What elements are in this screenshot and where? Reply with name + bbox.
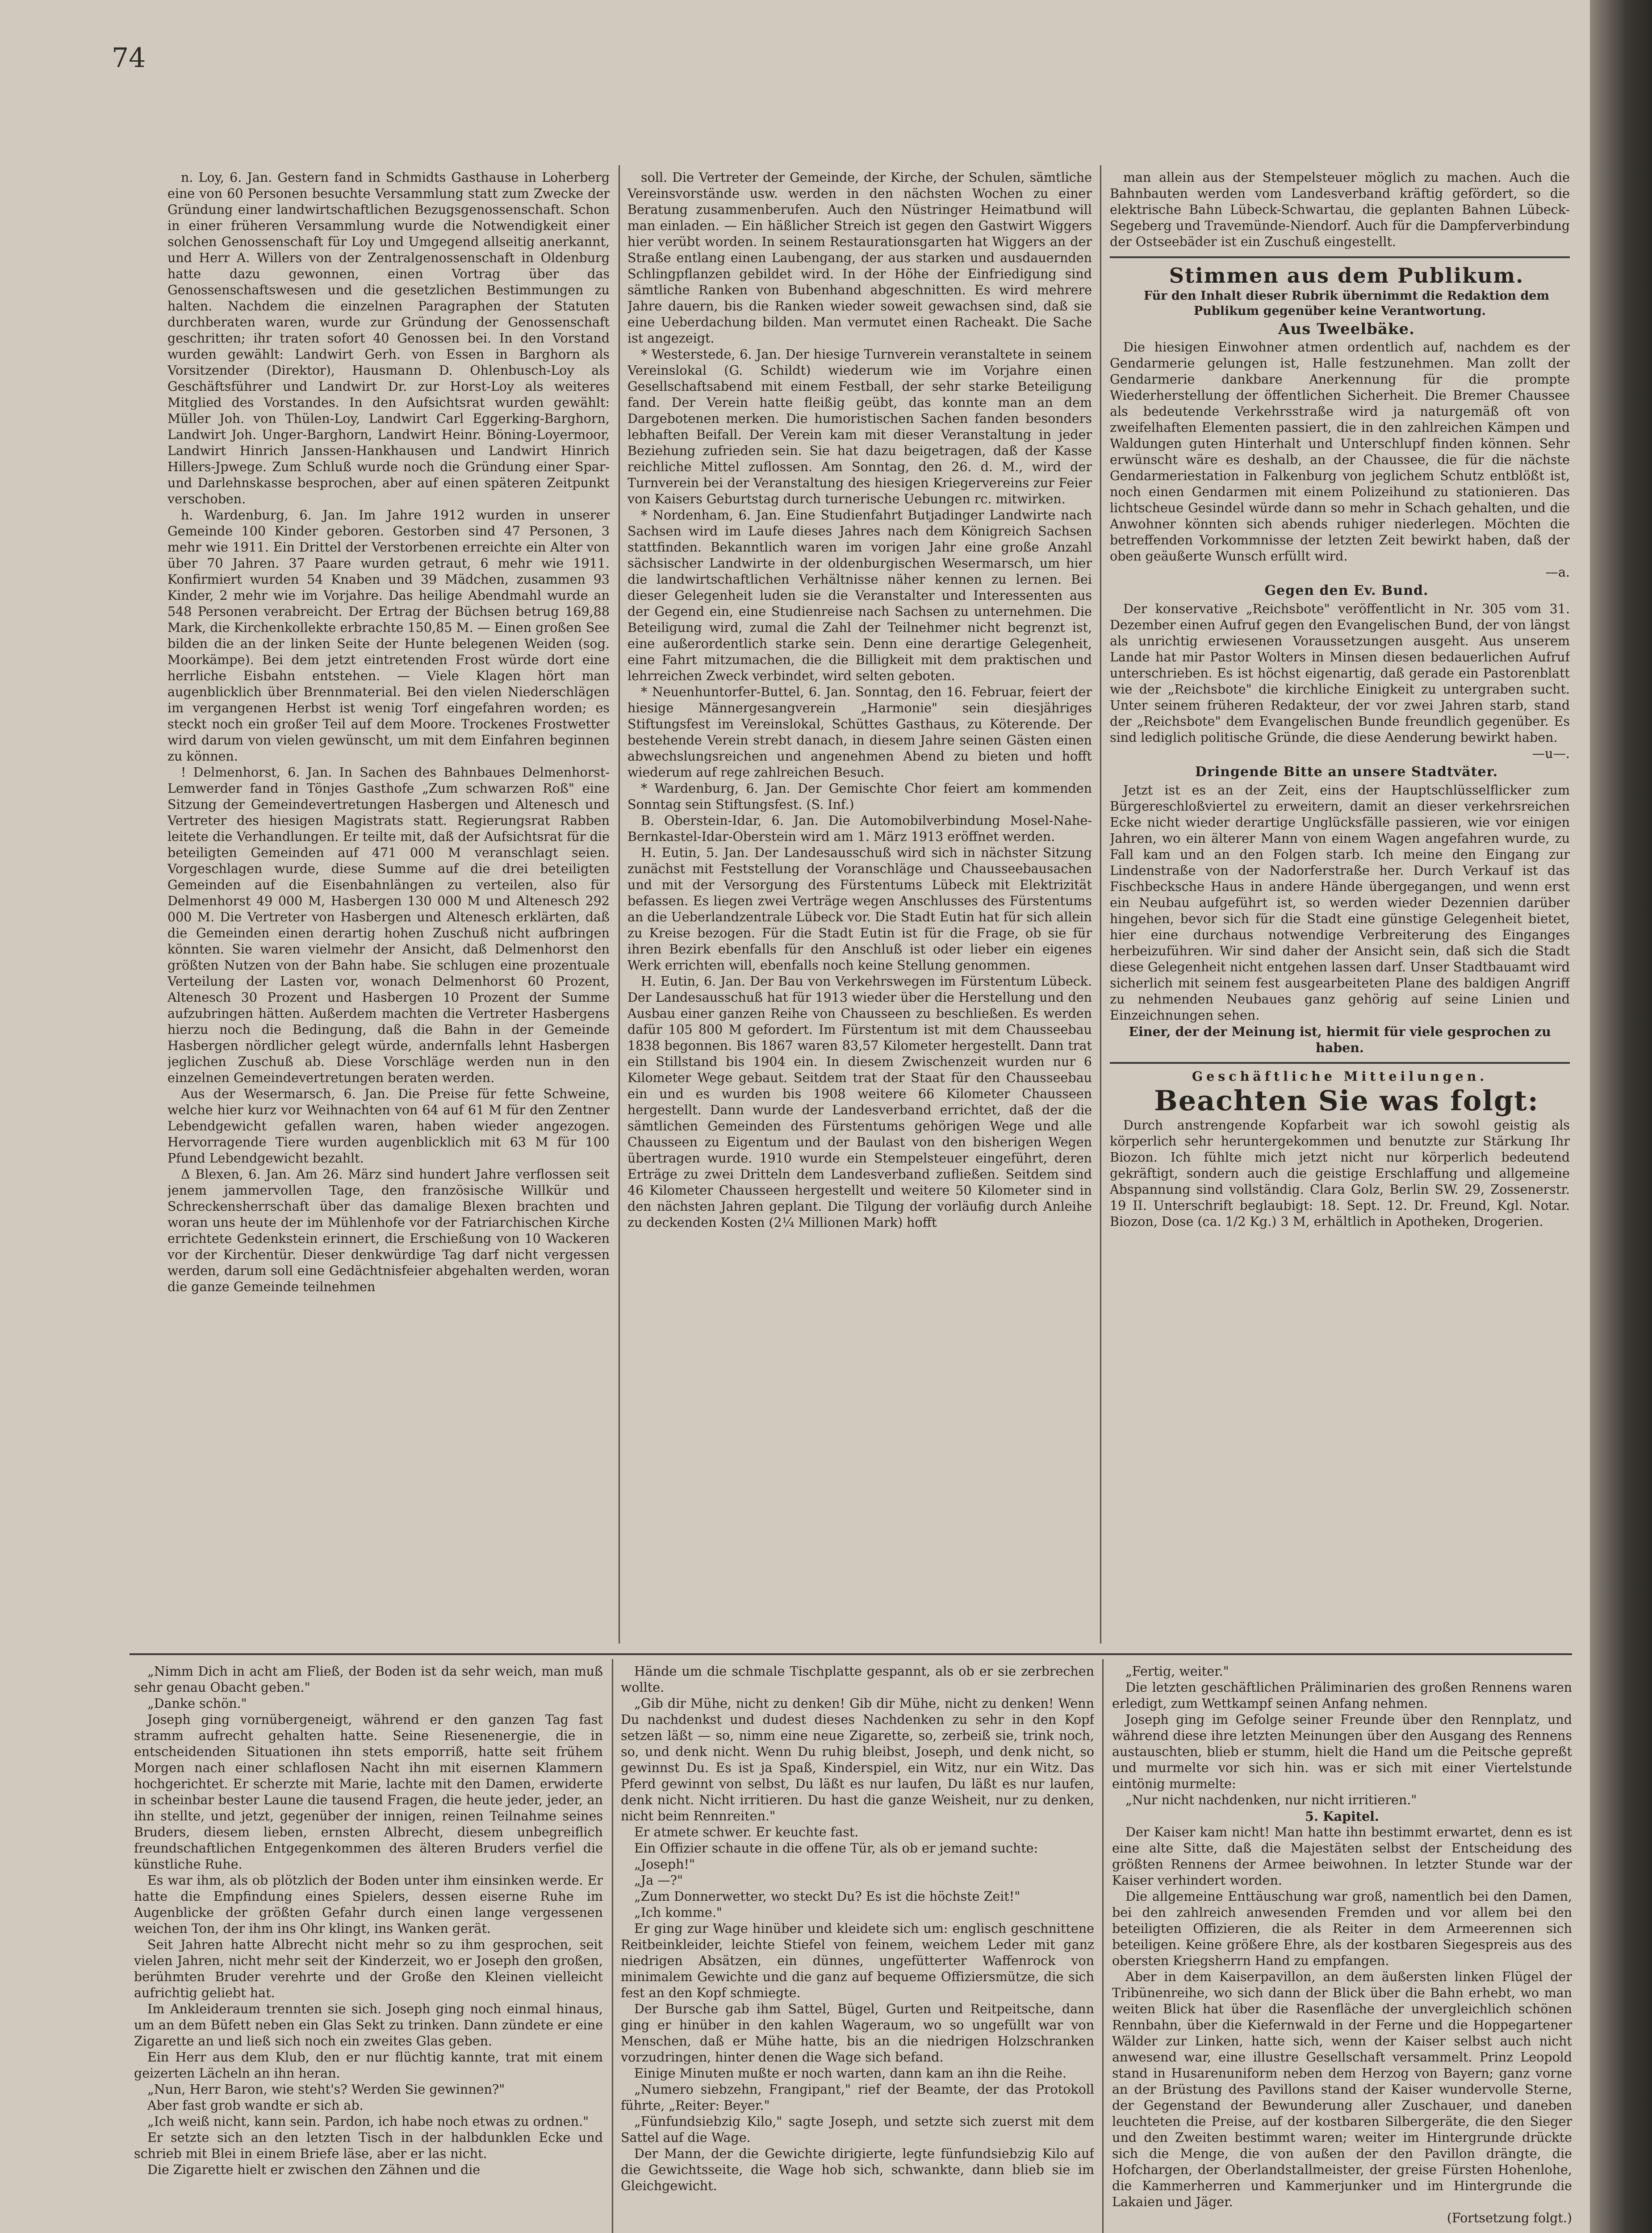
story-paragraph: Im Ankleideraum trennten sie sich. Joseph ging noch einmal hinaus, um an dem Büfett neben ein Glas Sekt zu trinken. Dann zündete er eine Zigarette an und ließ sich noch ein zweites Glas geben. [134,2002,603,2049]
story-paragraph: „Joseph!" [634,1857,695,1872]
story-paragraph: „Fünfundsiebzig Kilo," sagte Joseph, und setzte sich zuerst mit dem Sattel auf die Wage. [621,2114,1094,2145]
ad-divider [1110,1062,1570,1064]
story-paragraph: Es war ihm, als ob plötzlich der Boden unter ihm einsinken werde. Er hatte die Empfindung eines Spielers, dessen eiserne Ruhe im Augenblicke der größten Gefahr durch einen lange vergessenen weichen Ton, der ihm ins Ohr klingt, ins Wanken gerät. [134,1873,603,1936]
article-oberstein: B. Oberstein-Idar, 6. Jan. Die Automobilverbindung Mosel-Nahe-Bernkastel-Idar-Oberstein wird am 1. März 1913 eröffnet werden. [627,813,1092,844]
continuation-note: (Fortsetzung folgt.) [1447,2211,1572,2225]
column-rule-1 [619,165,620,1643]
story-paragraph: „Zum Donnerwetter, wo steckt Du? Es ist die höchste Zeit!" [634,1889,1020,1904]
story-paragraph: „Nun, Herr Baron, wie steht's? Werden Sie gewinnen?" [147,2082,505,2097]
story-paragraph: Der Kaiser kam nicht! Man hatte ihn bestimmt erwartet, denn es ist eine alte Sitte, daß die Majestäten selbst der Entscheidung des größten Rennens der Armee beiwohnen. In letzter Stunde war der Kaiser verhindert worden. [1112,1825,1572,1888]
story-paragraph: Aber in dem Kaiserpavillon, an dem äußersten linken Flügel der Tribünenreihe, wo sich dann der Blick über die Bahn erhebt, wo man weiten Blick hat über die Rasenfläche der unvergleichlich schönen Rennbahn, über die Kiefernwald in der Ferne und die Hoppegartener Wälder zur Linken, hatte sich, wenn der Kaiser selbst auch nicht anwesend war, eine illustre Gesellschaft versammelt. Prinz Leopold stand in Husarenuniform neben dem Herzog von Bayern; ganz vorne an der Brüstung des Pavillons stand der Kaiser wundervolle Sterne, der Gegenstand der Bewunderung aller Zuschauer, und daneben leuchteten die Preise, auf der kostbaren Silbergeräte, die den Sieger und den Zweiten bestimmt waren; weiter im Hintergrunde drückte sich die Menge, die von außen der den Pavillon drängte, die Hofchargen, der Oberlandstallmeister, der greise Fürsten Hohenlohe, die Kammerherren und Kammerjunker und im Hintergrunde die Lakaien und Jäger. [1112,1970,1572,2209]
feuilleton-column-1 [134,1664,603,2233]
column-rule-2 [1100,165,1101,1643]
story-paragraph: Ein Herr aus dem Klub, den er nur flüchtig kannte, trat mit einem geizerten Lächeln an ihn heran. [134,2050,603,2081]
feuilleton-rule [130,1653,1572,1655]
story-paragraph: Der Bursche gab ihm Sattel, Bügel, Gurten und Reitpeitsche, dann ging er hinüber in den kahlen Wageraum, wo so ungefüllt war von Menschen, daß er Mühe hatte, bis an die niedrigen Holzschranken vorzudringen, hinter denen die Wage sich befand. [621,2002,1094,2065]
evbund-signature: —u—. [1532,746,1570,761]
story-paragraph: „Nur nicht nachdenken, nur nicht irritieren." [1125,1793,1417,1807]
article-wardenburg: h. Wardenburg, 6. Jan. Im Jahre 1912 wurden in unserer Gemeinde 100 Kinder geboren. Gestorben sind 47 Personen, 3 mehr wie 1911. Ein Drittel der Verstorbenen erreichte ein Alter von über 70 Jahren. 37 Paare wurden getraut, 6 mehr wie 1911. Konfirmiert wurden 54 Knaben und 39 Mädchen, zusammen 93 Kinder, 2 mehr wie im Vorjahre. Das heilige Abendmahl wurde an 548 Personen verabreicht. Der Ertrag der Büchsen betrug 169,88 Mark, die Kirchenkollekte erbrachte 150,85 M. — Einen großen See bilden die an der linken Seite der Hunte belegenen Weiden (sog. Moorkämpe). Bei dem jetzt eintretenden Frost würde dort eine herrliche Eisbahn entstehen. — Viele Klagen hört man augenblicklich über Brennmaterial. Bei den vielen Niederschlägen im vergangenen Herbst ist wenig Torf eingefahren worden; es steckt noch ein großer Teil auf dem Moore. Trockenes Frostwetter wird darum von vielen gewünscht, um mit dem Einfahren beginnen zu können. [167,508,610,764]
story-paragraph: „Ich komme." [634,1905,722,1920]
page-number: 74 [112,42,146,74]
feuilleton-column-2 [621,1664,1094,2233]
article-delmenhorst: ! Delmenhorst, 6. Jan. In Sachen des Bahnbaues Delmenhorst-Lemwerder fand in Tönjes Gasthofe „Zum schwarzen Roß" eine Sitzung der Gemeindevertretungen Hasbergen und Altenesch und Vertreter des hiesigen Magistrats statt. Regierungsrat Rabben leitete die Verhandlungen. Er teilte mit, daß der Aufsichtsrat für die beteiligten Gemeinden auf 471 000 M veranschlagt seien. Vorgeschlagen wurde, diese Summe auf die drei beteiligten Gemeinden auf die Eisenbahnlängen zu verteilen, also für Delmenhorst 49 000 M, Hasbergen 130 000 M und Altenesch 292 000 M. Die Vertreter von Hasbergen und Altenesch erklärten, daß die Gemeinden einen derartig hohen Zuschuß nicht aufbringen könnten. Sie waren vielmehr der Ansicht, daß Delmenhorst den größten Nutzen von der Bahn habe. Sie schlugen eine prozentuale Verteilung der Lasten vor, wonach Delmenhorst 60 Prozent, Altenesch 30 Prozent und Hasbergen 10 Prozent der Summe aufzubringen hätten. Außerdem machten die Vertreter Hasbergens hierzu noch die Bedingung, daß die Bahn in der Gemeinde Hasbergen nördlicher gelegt würde, andernfalls lehnt Hasbergen jeglichen Zuschuß ab. Diese Vorschläge werden nun in den einzelnen Gemeindevertretungen beraten werden. [167,765,610,1085]
column-3 [1110,170,1570,1643]
story-paragraph: „Gib dir Mühe, nicht zu denken! Gib dir Mühe, nicht zu denken! Wenn Du nachdenkst und dudest dieses Nachdenken zu sehr in den Kopf setzen läßt — so, nimm eine neue Zigarette, so, zerbeiß sie, trink noch, so, und denk nicht. Wenn Du ruhig bleibst, Joseph, und denk nicht, so gewinnst Du. Es ist ja Spaß, Kinderspiel, ein Witz, nur ein Witz. Das Pferd gewinnt von selbst, Du läßt es nur laufen, Du läßt es nur laufen, denk nicht. Nicht irritieren. Du hast die ganze Weisheit, nur zu denken, nicht beim Rennreiten." [621,1696,1094,1823]
story-paragraph: Er atmete schwer. Er keuchte fast. [634,1825,859,1840]
evbund-text: Der konservative „Reichsbote" veröffentlicht in Nr. 305 vom 31. Dezember einen Aufruf gegen den Evangelischen Bund, der von längst als unrichtig erwiesenen Voraussetzungen ausgeht. Aus unserem Lande hat mir Pastor Wolters in Minsen diesen bedauerlichen Aufruf unterschrieben. Es ist höchst eigenartig, daß gerade ein Pastorenblatt wie der „Reichsbote" die kirchliche Einigkeit zu untergraben sucht. Unter seinem früheren Redakteur, der vor zwei Jahren starb, stand der „Reichsbote" dem Evangelischen Bunde freundlich gegenüber. Es sind lediglich politische Gründe, die diese Aenderung bewirkt haben. [1110,602,1570,745]
story-paragraph: Die letzten geschäftlichen Präliminarien des großen Rennens waren erledigt, zum Wettkampf seinen Anfang nehmen. [1112,1680,1572,1711]
feuilleton-column-3 [1112,1664,1572,2233]
feuilleton-rule-2 [1102,1659,1104,2233]
publikum-title: Stimmen aus dem Publikum. [1169,263,1524,288]
article-wardenburg-chor: * Wardenburg, 6. Jan. Der Gemischte Chor feiert am kommenden Sonntag sein Stiftungsfest. (S. Inf.) [627,781,1092,812]
article-neuenhuntorf: * Neuenhuntorfer-Buttel, 6. Jan. Sonntag, den 16. Februar, feiert der hiesige Männergesangverein „Harmonie" sein diesjähriges Stiftungsfest im Vereinslokal, Schüttes Gasthaus, zu Köterende. Der bestehende Verein strebt danach, in diesem Jahre seinen Gästen einen abwechslungsreichen und angenehmen Abend zu bieten und hofft wiederum auf rege zahlreichen Besuch. [627,685,1092,780]
story-paragraph: „Nimm Dich in acht am Fließ, der Boden ist da sehr weich, man muß sehr genau Obacht geben." [134,1664,603,1695]
article-blexen: Δ Blexen, 6. Jan. Am 26. März sind hundert Jahre verflossen seit jenem jammervollen Tage, den französische Willkür und Schreckensherrschaft über das damalige Blexen brachten und woran uns heute der im Mühlenhofe vor der Fatriarchischen Kirche errichtete Gedenkstein erinnert, die Erschießung von 10 Wackeren vor der Kirchentür. Dieser denkwürdige Tag darf nicht vergessen werden, darum soll eine Gedächtnisfeier abgehalten werden, woran die ganze Gemeinde teilnehmen [167,1167,610,1294]
stadtvaeter-text: Jetzt ist es an der Zeit, eins der Hauptschlüsselflicker zum Bürgereschloßviertel zu erweitern, damit an dieser verkehrsreichen Ecke nicht wieder derartige Unglücksfälle passieren, wie vor einigen Jahren, wo ein älterer Mann von einem Wagen angefahren wurde, zu Fall kam und an den Folgen starb. Ich meine den Eingang zur Lindenstraße von der Nadorferstraße her. Durch Verkauf ist das Fischbecksche Haus in andere Hände übergegangen, und wenn erst ein Neubau aufgeführt ist, so werden wieder Dezennien darüber hingehen, bevor sich für die Stadt eine günstige Gelegenheit bietet, hier eine durchaus notwendige Verbreiterung des Einganges herbeizuführen. Wir sind daher der Ansicht sein, daß sich die Stadt diese Gelegenheit nicht entgehen lassen darf. Unser Stadtbauamt wird sicherlich mit seinem fest ausgearbeiteten Plane des baldigen Angriff zu nehmenden Neubaues ganz gehörig auf seine Linien und Einzeichnungen sehen. [1110,783,1570,1023]
article-eutin-1: H. Eutin, 5. Jan. Der Landesausschuß wird sich in nächster Sitzung zunächst mit Feststellung der Voranschläge und Chausseebausachen und mit der Versorgung des Fürstentums Lübeck mit Elektrizität befassen. Es liegen zwei Verträge wegen Anschlusses des Fürstentums an die Ueberlandzentrale Lübeck vor. Die Stadt Eutin hat für sich allein zu Kreise bezogen. Für die Stadt Eutin ist für die Frage, ob sie für ihren Bezirk ebenfalls für den Anschluß ist oder lieber ein eigenes Werk errichten will, ebenfalls noch keine Stellung genommen. [627,845,1092,973]
story-paragraph: Ein Offizier schaute in die offene Tür, als ob er jemand suchte: [634,1841,1038,1856]
ad-title: Beachten Sie was folgt: [1154,1084,1539,1117]
story-paragraph: „Danke schön." [147,1696,247,1711]
story-paragraph: Die allgemeine Enttäuschung war groß, namentlich bei den Damen, bei den zahlreich anwesenden Fremden und vor allem bei den beteiligten Offizieren, die als Reiter in dem Armeerennen sich beteiligen. Keine größere Ehre, als der kostbaren Siegespreis aus des obersten Kriegsherrn Hand zu empfangen. [1112,1889,1572,1968]
stadtvaeter-signature: Einer, der der Meinung ist, hiermit für viele gesprochen zu haben. [1129,1024,1551,1055]
story-paragraph: „Ja —?" [634,1873,683,1888]
story-paragraph: Er ging zur Wage hinüber und kleidete sich um: englisch geschnittene Reitbeinkleider, leichte Stiefel von feinem, weichem Leder mit ganz niedrigen Absätzen, ein dünnes, ungefütterter Waffenrock von minimalem Gewichte und die ganz auf bequeme Offiziersmütze, die sich fest an den Kopf schmiegte. [621,1921,1094,2000]
tweelbaeke-heading: Aus Tweelbäke. [1278,320,1415,338]
ad-header: Geschäftliche Mitteilungen. [1192,1069,1488,1084]
story-paragraph: „Ich weiß nicht, kann sein. Pardon, ich habe noch etwas zu ordnen." [147,2114,589,2129]
story-paragraph: Die Zigarette hielt er zwischen den Zähnen und die [147,2162,481,2177]
section-divider [1110,256,1570,258]
story-paragraph: Joseph ging im Gefolge seiner Freunde über den Rennplatz, und während diese ihre letzten Meinungen über den Ausgang des Rennens austauschten, blieb er stumm, hielt die Hand um die Peitsche gepreßt und murmelte vor sich hin. was er sich mit einer Viertelstunde eintönig murmelte: [1112,1712,1572,1791]
stadtvaeter-heading: Dringende Bitte an unsere Stadtväter. [1195,764,1498,780]
article-westerstede: * Westerstede, 6. Jan. Der hiesige Turnverein veranstaltete in seinem Vereinslokal (G. Schildt) wiederum wie im Vorjahre einen Gesellschaftsabend mit einem Festball, der sehr starke Beteiligung fand. Der Verein hatte fleißig geübt, das konnte man an dem Dargebotenen merken. Die humoristischen Sachen fanden besonders lebhaften Beifall. Der Verein kam mit dieser Veranstaltung in jeder Beziehung zufrieden sein. Sie hat dazu beigetragen, daß der Kasse reichliche Mittel zuflossen. Am Sonntag, den 26. d. M., wird der Turnverein bei der Veranstaltung des hiesigen Kriegervereins zur Feier von Kaisers Geburtstag durch turnerische Uebungen rc. mitwirken. [627,347,1092,506]
tweelbaeke-signature: —a. [1545,565,1570,580]
ad-text: Durch anstrengende Kopfarbeit war ich sowohl geistig als körperlich sehr heruntergekommen und benutzte zur Stärkung Ihr Biozon. Ich fühlte mich jetzt nicht nur körperlich bedeutend gekräftigt, sondern auch die geistige Erschlaffung und allgemeine Abspannung sind vollständig. Clara Golz, Berlin SW. 29, Zossenerstr. 19 II. Unterschrift beglaubigt: 18. Sept. 12. Dr. Freund, Kgl. Notar. Biozon, Dose (ca. 1/2 Kg.) 3 M, erhältlich in Apotheken, Drogerien. [1110,1118,1570,1229]
story-paragraph: Joseph ging vornübergeneigt, während er den ganzen Tag fast stramm aufrecht gehalten hatte. Seine Riesenenergie, die in entscheidenden Situationen ihn stets emporriß, hatte seit frühem Morgen nach einer schlaflosen Nacht ihn mit eisernen Klammern hochgerichtet. Er scherzte mit Marie, lachte mit den Damen, erwiderte in scheinbar bester Laune die tausend Fragen, die heute jeder, jeder, an ihn stellte, und jetzt, gegenüber der innigen, reinen Teilnahme seines Bruders, diesem lieben, ernsten Albrecht, diesem unbegreiflich freundschaftlichen Entgegenkommen des älteren Bruders verfiel die künstliche Ruhe. [134,1712,603,1872]
story-paragraph: Seit Jahren hatte Albrecht nicht mehr so zu ihm gesprochen, seit vielen Jahren, nicht mehr seit der Kinderzeit, wo er Joseph den großen, berühmten Bruder verehrte und der Große den Kleinen vielleicht aufrichtig geliebt hat. [134,1937,603,2000]
publikum-disclaimer: Für den Inhalt dieser Rubrik übernimmt die Redaktion dem Publikum gegenüber keine Verantwortung. [1143,289,1550,318]
article-eutin-2: H. Eutin, 6. Jan. Der Bau von Verkehrswegen im Fürstentum Lübeck. Der Landesausschuß hat für 1913 wieder über die Herstellung und den Ausbau einer ganzen Reihe von Chausseen zu beschließen. Es werden dafür 105 800 M gefordert. Im Fürstentum ist mit dem Chausseebau 1838 begonnen. Bis 1867 waren 83,57 Kilometer hergestellt. Dann trat ein Stillstand bis 1904 ein. In diesem Zwischenzeit wurden nur 6 Kilometer Wege gebaut. Seitdem trat der Staat für den Chausseebau ein und es wurden bis 1908 weitere 66 Kilometer Chausseen hergestellt. Dann wurde der Landesverband errichtet, daß der die sämtlichen Gemeinden des Fürstentums gehörigen Wege und alle Chausseen zu Eigentum und der Baulast von den bisherigen Wegen übertragen wurde. 1910 wurde ein Stempelsteuer eingeführt, deren Erträge zu zwei Dritteln dem Landesverband zufließen. Seitdem sind 46 Kilometer Chausseen hergestellt und weitere 50 Kilometer sind in den nächsten Jahren geplant. Die Tilgung der vorläufig durch Anleihe zu deckenden Kosten (2¼ Millionen Mark) hofft [627,974,1092,1230]
column-2 [627,170,1092,1643]
article-nordenham: * Nordenham, 6. Jan. Eine Studienfahrt Butjadinger Landwirte nach Sachsen wird im Laufe dieses Jahres nach dem Königreich Sachsen stattfinden. Bekanntlich waren im vorigen Jahr eine große Anzahl sächsischer Landwirte in der oldenburgischen Wesermarsch, um hier die landwirtschaftlichen Verhältnisse näher kennen zu lernen. Bei dieser Gelegenheit luden sie die Veranstalter und Interessenten aus der Gegend ein, eine Studienreise nach Sachsen zu unternehmen. Die Beteiligung wird, zumal die Zahl der Teilnehmer nicht begrenzt ist, eine außerordentlich starke sein. Denn eine derartige Gelegenheit, eine Fahrt mitzumachen, die die Billigkeit mit dem praktischen und lehrreichen Zweck verbindet, wird selten geboten. [627,508,1092,683]
story-paragraph: „Numero siebzehn, Frangipant," rief der Beamte, der das Protokoll führte, „Reiter: Beyer." [621,2082,1094,2113]
story-paragraph: Einige Minuten mußte er noch warten, dann kam an ihn die Reihe. [634,2066,1066,2081]
story-paragraph: Er setzte sich an den letzten Tisch in der halbdunklen Ecke und schrieb mit Blei in einem Briefe läse, aber er las nicht. [134,2130,603,2161]
tweelbaeke-text: Die hiesigen Einwohner atmen ordentlich auf, nachdem es der Gendarmerie gelungen ist, Halle festzunehmen. Man zollt der Gendarmerie dankbare Anerkennung für die prompte Wiederherstellung der öffentlichen Sicherheit. Die Bremer Chaussee als bedeutende Verkehrsstraße wird ja naturgemäß oft von zweifelhaften Elementen passiert, die in den zahlreichen Kämpen und Waldungen guten Hinterhalt und Unterschlupf finden können. Sehr erwünscht wäre es deshalb, an der Chaussee, die für die nächste Gendarmeriestation in Falkenburg von jeglichem Schutz entblößt ist, noch einen Gendarmen mit einem Polizeihund zu stationieren. Das lichtscheue Gesindel würde dann so mehr in Schach gehalten, und die Anwohner könnten sich abends ruhiger niederlegen. Möchten die betreffenden Vorkommnisse der letzten Zeit bewirkt haben, daß der oben geäußerte Wunsch erfüllt wird. [1110,340,1570,564]
column-1 [167,170,610,1643]
story-paragraph: Der Mann, der die Gewichte dirigierte, legte fünfundsiebzig Kilo auf die Gewichtsseite, die Wage hob sich, schwankte, dann blieb sie im Gleichgewicht. [621,2146,1094,2193]
feuilleton-rule-1 [612,1659,613,2233]
evbund-heading: Gegen den Ev. Bund. [1264,583,1429,598]
story-paragraph: „Fertig, weiter." [1125,1664,1229,1679]
story-paragraph: Aber fast grob wandte er sich ab. [147,2098,364,2113]
article-eutin-2-cont: man allein aus der Stempelsteuer möglich zu machen. Auch die Bahnbauten werden vom Landesverband kräftig gefördert, so die elektrische Bahn Lübeck-Schwartau, die geplanten Bahnen Lübeck-Segeberg und Travemünde-Niendorf. Auch für die Dampferverbindung der Ostseebäder ist ein Zuschuß eingestellt. [1110,170,1570,249]
story-paragraph: Hände um die schmale Tischplatte gespannt, als ob er sie zerbrechen wollte. [621,1664,1094,1695]
book-spine [1590,0,1652,2233]
article-blexen-cont: soll. Die Vertreter der Gemeinde, der Kirche, der Schulen, sämtliche Vereinsvorstände usw. werden in den nächsten Wochen zu einer Beratung zusammenberufen. Auch den Nüstringer Heimatbund will man einladen. — Ein häßlicher Streich ist gegen den Gastwirt Wiggers hier verübt worden. In seinem Restaurationsgarten hat Wiggers an der Straße entlang einen Laubengang, der aus starken und ausdauernden Schlingpflanzen gebildet wird. In der Höhe der Einfriedigung sind sämtliche Ranken von Bubenhand abgeschnitten. Es wird mehrere Jahre dauern, bis die Ranken wieder soweit gewachsen sind, daß sie eine Ueberdachung bilden. Man vermutet einen Racheakt. Die Sache ist angezeigt. [627,170,1092,346]
article-loy: n. Loy, 6. Jan. Gestern fand in Schmidts Gasthause in Loherberg eine von 60 Personen besuchte Versammlung statt zum Zwecke der Gründung einer landwirtschaftlichen Bezugsgenossenschaft. Schon in einer früheren Versammlung wurde die Notwendigkeit einer solchen Genossenschaft für Loy und Umgegend allseitig anerkannt, und Herr A. Willers von der Zentralgenossenschaft in Oldenburg hatte dazu gewonnen, einen Vortrag über das Genossenschaftswesen und die gesetzlichen Bestimmungen zu halten. Nachdem die einzelnen Paragraphen der Statuten durchberaten waren, wurde zur Gründung der Genossenschaft geschritten; ihr traten sofort 40 Genossen bei. In den Vorstand wurden gewählt: Landwirt Gerh. von Essen in Barghorn als Vorsitzender (Direktor), Hausmann D. Ohlenbusch-Loy als Geschäftsführer und Landwirt Dr. zur Horst-Loy als weiteres Mitglied des Vorstandes. In den Aufsichtsrat wurden gewählt: Müller Joh. von Thülen-Loy, Landwirt Carl Eggerking-Barghorn, Landwirt Joh. Unger-Barghorn, Landwirt Heinr. Böning-Loyermoor, Landwirt Hinrich Janssen-Hankhausen und Landwirt Hinrich Hillers-Jpwege. Zum Schluß wurde noch die Gründung einer Spar- und Darlehnskasse besprochen, aber auf einen späteren Zeitpunkt verschoben. [167,170,610,506]
article-wesermarsch: Aus der Wesermarsch, 6. Jan. Die Preise für fette Schweine, welche hier kurz vor Weihnachten von 64 auf 61 M für den Zentner Lebendgewicht gefallen waren, haben wieder angezogen. Hervorragende Tiere wurden augenblicklich mit 63 M für 100 Pfund Lebendgewicht bezahlt. [167,1087,610,1166]
chapter-heading: 5. Kapitel. [1305,1809,1379,1824]
